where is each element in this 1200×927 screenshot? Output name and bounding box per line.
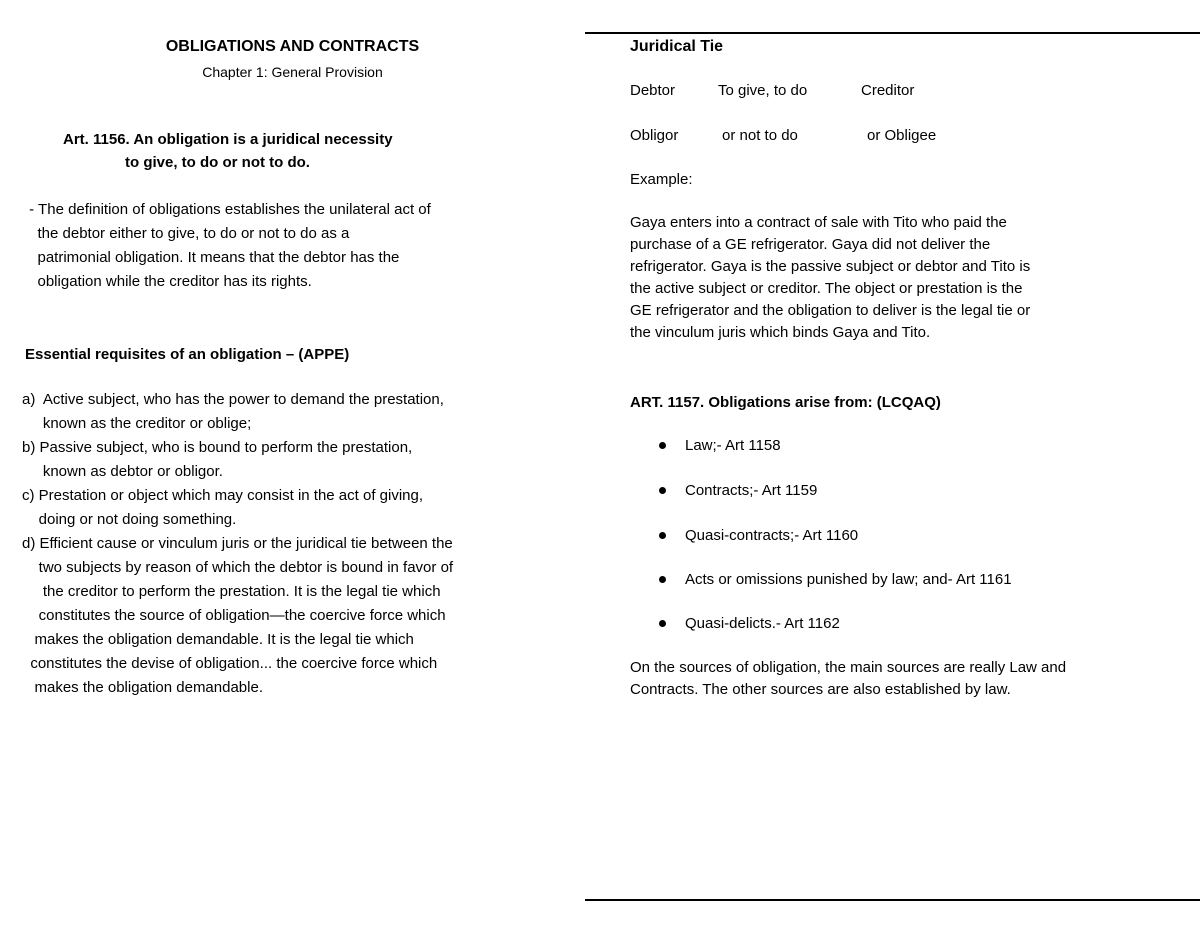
example-line: purchase of a GE refrigerator. Gaya did not deliver the (630, 236, 991, 253)
tie-prestation: To give, to do (718, 82, 808, 99)
requisite-line: makes the obligation demandable. (22, 679, 263, 696)
requisite-line: a) Active subject, who has the power to demand the prestation, (22, 391, 444, 408)
bullet-icon (659, 532, 666, 539)
bullet-icon (659, 620, 666, 627)
source-item: Law;- Art 1158 (685, 437, 781, 454)
tie-prestation-2: or not to do (722, 127, 798, 144)
closing-line: Contracts. The other sources are also established by law. (630, 681, 1011, 698)
definition-line: obligation while the creditor has its rights. (25, 273, 312, 290)
document-title: OBLIGATIONS AND CONTRACTS (165, 38, 420, 55)
closing-line: On the sources of obligation, the main sources are really Law and (630, 659, 1067, 676)
requisite-line: known as debtor or obligor. (22, 463, 223, 480)
requisite-line: known as the creditor or oblige; (22, 415, 252, 432)
document-subtitle: Chapter 1: General Provision (202, 64, 383, 80)
requisite-line: constitutes the source of obligation—the coercive force which (22, 607, 446, 624)
tie-creditor: Creditor (861, 82, 915, 99)
source-item: Contracts;- Art 1159 (685, 482, 818, 499)
example-label: Example: (630, 171, 693, 188)
bullet-icon (659, 487, 666, 494)
art-1157-heading: ART. 1157. Obligations arise from: (LCQAQ) (630, 394, 941, 411)
right-page (585, 0, 1200, 927)
requisite-line: doing or not doing something. (22, 511, 237, 528)
bullet-icon (659, 442, 666, 449)
definition-line: patrimonial obligation. It means that the debtor has the (25, 249, 400, 266)
example-line: Gaya enters into a contract of sale with Tito who paid the (630, 214, 1007, 231)
requisite-line: b) Passive subject, who is bound to perform the prestation, (22, 439, 413, 456)
requisite-line: two subjects by reason of which the debtor is bound in favor of (22, 559, 454, 576)
requisite-line: the creditor to perform the prestation. It is the legal tie which (22, 583, 441, 600)
tie-obligee: or Obligee (867, 127, 937, 144)
art-1156-line-1: Art. 1156. An obligation is a juridical necessity (63, 131, 393, 148)
example-line: GE refrigerator and the obligation to deliver is the legal tie or (630, 302, 1031, 319)
bullet-icon (659, 576, 666, 583)
example-line: refrigerator. Gaya is the passive subject or debtor and Tito is (630, 258, 1031, 275)
example-line: the vinculum juris which binds Gaya and Tito. (630, 324, 931, 341)
source-item: Quasi-delicts.- Art 1162 (685, 615, 840, 632)
requisites-heading: Essential requisites of an obligation – (APPE) (25, 346, 350, 363)
art-1156-line-2: to give, to do or not to do. (125, 154, 310, 171)
requisite-line: makes the obligation demandable. It is the legal tie which (22, 631, 414, 648)
definition-line: - The definition of obligations establishes the unilateral act of (25, 201, 431, 218)
requisite-line: d) Efficient cause or vinculum juris or the juridical tie between the (22, 535, 453, 552)
source-item: Quasi-contracts;- Art 1160 (685, 527, 859, 544)
source-item: Acts or omissions punished by law; and- Art 1161 (685, 571, 1012, 588)
example-line: the active subject or creditor. The object or prestation is the (630, 280, 1023, 297)
juridical-tie-heading: Juridical Tie (630, 38, 724, 55)
left-page (0, 0, 585, 927)
requisite-line: c) Prestation or object which may consist in the act of giving, (22, 487, 424, 504)
definition-line: the debtor either to give, to do or not to do as a (25, 225, 350, 242)
tie-debtor: Debtor (630, 82, 676, 99)
requisite-line: constitutes the devise of obligation... the coercive force which (22, 655, 438, 672)
tie-obligor: Obligor (630, 127, 679, 144)
